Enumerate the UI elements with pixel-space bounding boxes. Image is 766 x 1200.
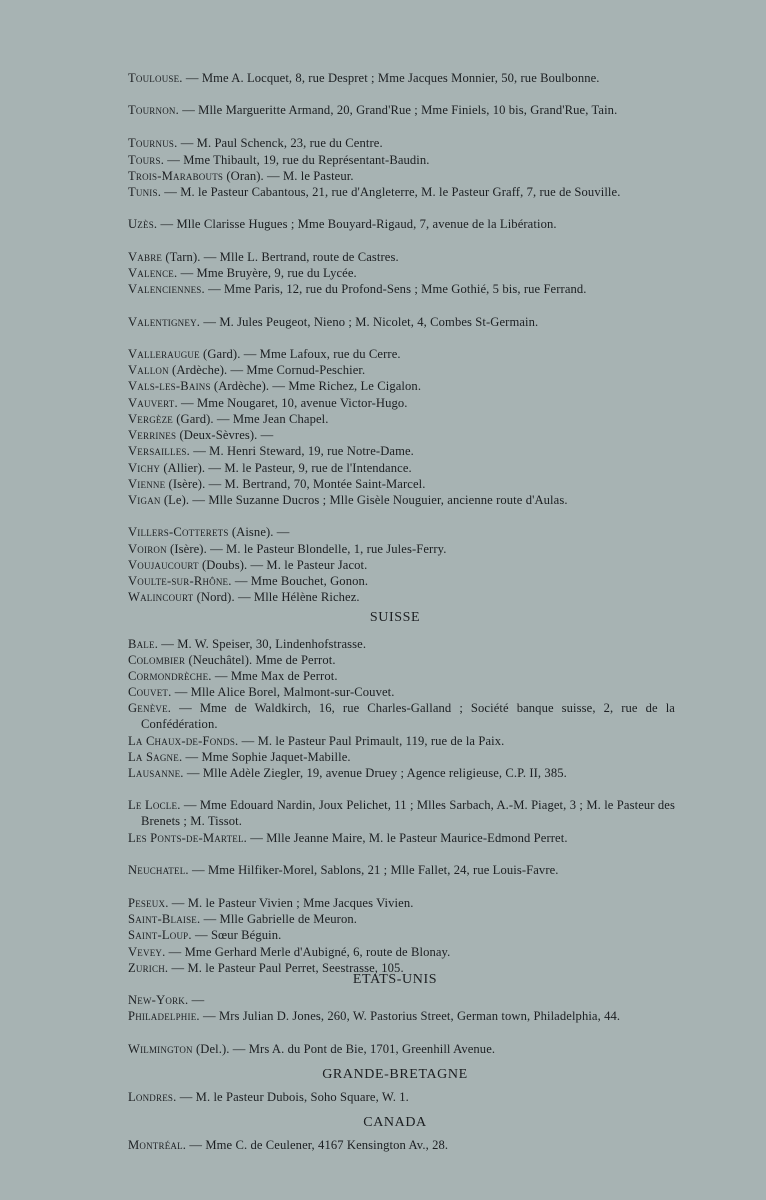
entry-details: — M. Henri Steward, 19, rue Notre-Dame. xyxy=(189,444,414,458)
entry-place: Couvet. xyxy=(128,685,172,699)
entry-details: — Mme C. de Ceulener, 4167 Kensington Av., 28. xyxy=(186,1138,449,1152)
entry-place: La Sagne. xyxy=(128,750,183,764)
entry-details: (Ardèche). — Mme Cornud-Peschier. xyxy=(168,363,366,377)
entry-details: (Oran). — M. le Pasteur. xyxy=(223,169,354,183)
entry-place: Voiron xyxy=(128,542,167,556)
entry-details: — Mlle Jeanne Maire, M. le Pasteur Maurice-Edmond Perret. xyxy=(247,831,568,845)
entry-details: — Mme A. Locquet, 8, rue Despret ; Mme Jacques Monnier, 50, rue Boulbonne. xyxy=(182,71,600,85)
entry-place: Uzès. xyxy=(128,217,158,231)
directory-entry xyxy=(128,1008,675,1024)
entry-details: — Mrs Julian D. Jones, 260, W. Pastorius Street, German town, Philadelphia, 44. xyxy=(199,1009,621,1023)
entry-place: Valentigney. xyxy=(128,315,201,329)
entry-details: (Ardèche). — Mme Richez, Le Cigalon. xyxy=(210,379,422,393)
entry-place: Trois-Marabouts xyxy=(128,169,224,183)
entry-place: Voulte-sur-Rhône. xyxy=(128,574,232,588)
entry-place: Saint-Loup. xyxy=(128,928,192,942)
entry-place: Vabre xyxy=(128,250,163,264)
directory-entry xyxy=(128,281,675,297)
directory-entry xyxy=(128,70,675,86)
entry-place: Voujaucourt xyxy=(128,558,199,572)
entry-details: — Mlle Adèle Ziegler, 19, avenue Druey ; Agence religieuse, C.P. II, 385. xyxy=(183,766,567,780)
entry-place: Villers-Cotterets xyxy=(128,525,229,539)
entry-details: — Sœur Béguin. xyxy=(191,928,282,942)
entry-place: Zurich. xyxy=(128,961,169,975)
entry-place: Vergèze xyxy=(128,412,173,426)
entry-place: Lausanne. xyxy=(128,766,184,780)
directory-entry xyxy=(128,460,675,476)
section-heading: SUISSE xyxy=(369,610,421,625)
directory-entry xyxy=(128,733,675,749)
directory-entry xyxy=(128,362,675,378)
entry-details: — M. W. Speiser, 30, Lindenhofstrasse. xyxy=(158,637,367,651)
section-heading: ETATS-UNIS xyxy=(352,972,438,987)
entry-place: La Chaux-de-Fonds. xyxy=(128,734,239,748)
directory-entry xyxy=(128,749,675,765)
entry-details: (Aisne). — xyxy=(228,525,290,539)
entry-place: Colombier xyxy=(128,653,186,667)
entry-place: Vals-les-Bains xyxy=(128,379,211,393)
entry-place: Valence. xyxy=(128,266,178,280)
directory-entry xyxy=(128,589,675,605)
entry-place: Verrines xyxy=(128,428,177,442)
entry-details: — Mme Sophie Jaquet-Mabille. xyxy=(182,750,351,764)
directory-entry xyxy=(128,636,675,652)
directory-entry xyxy=(128,249,675,265)
entry-details: — Mme Gerhard Merle d'Aubigné, 6, route de Blonay. xyxy=(165,945,451,959)
entry-place: Londres. xyxy=(128,1090,177,1104)
entry-place: Vichy xyxy=(128,461,161,475)
directory-entry xyxy=(128,411,675,427)
entry-details: — Mme Bruyère, 9, rue du Lycée. xyxy=(177,266,357,280)
directory-entry xyxy=(128,862,675,878)
directory-entry xyxy=(128,395,675,411)
entry-place: New-York. xyxy=(128,993,189,1007)
entry-details: — M. le Pasteur Dubois, Soho Square, W. 1. xyxy=(176,1090,409,1104)
entry-place: Neuchatel. xyxy=(128,863,189,877)
entry-details: — Mlle Alice Borel, Malmont-sur-Couvet. xyxy=(171,685,395,699)
directory-entry xyxy=(128,346,675,362)
directory-entry xyxy=(128,797,675,830)
directory-entry xyxy=(128,700,675,733)
entry-details: (Isère). — M. le Pasteur Blondelle, 1, rue Jules-Ferry. xyxy=(166,542,447,556)
directory-entry xyxy=(128,1137,675,1153)
directory-entry xyxy=(128,216,675,232)
directory-entry xyxy=(128,443,675,459)
entry-details: (Neuchâtel). Mme de Perrot. xyxy=(185,653,336,667)
directory-entry xyxy=(128,184,675,200)
entry-details: — Mme Thibault, 19, rue du Représentant-Baudin. xyxy=(164,153,430,167)
entry-details: — Mlle Clarisse Hugues ; Mme Bouyard-Rigaud, 7, avenue de la Libération. xyxy=(157,217,557,231)
entry-place: Vevey. xyxy=(128,945,166,959)
entry-details: (Gard). — Mme Lafoux, rue du Cerre. xyxy=(199,347,401,361)
directory-entry xyxy=(128,668,675,684)
entry-place: Genève. xyxy=(128,701,172,715)
entry-details: — Mme Edouard Nardin, Joux Pelichet, 11 ; Mlles Sarbach, A.-M. Piaget, 3 ; M. le Pasteur des Brenets ; M. Tissot. xyxy=(141,798,675,829)
entry-details: — M. le Pasteur Vivien ; Mme Jacques Vivien. xyxy=(168,896,414,910)
directory-entry xyxy=(128,476,675,492)
directory-entry xyxy=(128,684,675,700)
directory-entry xyxy=(128,573,675,589)
directory-entry xyxy=(128,911,675,927)
entry-place: Philadelphie. xyxy=(128,1009,200,1023)
entry-place: Tournus. xyxy=(128,136,178,150)
directory-entry xyxy=(128,652,675,668)
entry-details: (Deux-Sèvres). — xyxy=(176,428,274,442)
entry-place: Wilmington xyxy=(128,1042,193,1056)
entry-details: (Del.). — Mrs A. du Pont de Bie, 1701, Greenhill Avenue. xyxy=(192,1042,496,1056)
entry-place: Valleraugue xyxy=(128,347,200,361)
directory-entry xyxy=(128,168,675,184)
directory-entry xyxy=(128,830,675,846)
entry-details: (Le). — Mlle Suzanne Ducros ; Mlle Gisèle Nouguier, ancienne route d'Aulas. xyxy=(160,493,568,507)
entry-details: — Mme Paris, 12, rue du Profond-Sens ; Mme Gothié, 5 bis, rue Ferrand. xyxy=(204,282,587,296)
entry-details: — Mlle Gabrielle de Meuron. xyxy=(200,912,358,926)
entry-details: — M. Paul Schenck, 23, rue du Centre. xyxy=(177,136,383,150)
entry-details: (Doubs). — M. le Pasteur Jacot. xyxy=(198,558,368,572)
entry-place: Vallon xyxy=(128,363,169,377)
entry-place: Cormondrèche. xyxy=(128,669,212,683)
directory-entry xyxy=(128,765,675,781)
directory-entry xyxy=(128,314,675,330)
entry-details: — M. le Pasteur Paul Perret, Seestrasse, 105. xyxy=(168,961,404,975)
entry-details: — xyxy=(188,993,205,1007)
entry-place: Walincourt xyxy=(128,590,194,604)
directory-entry xyxy=(128,427,675,443)
directory-entry xyxy=(128,378,675,394)
entry-details: — M. le Pasteur Paul Primault, 119, rue de la Paix. xyxy=(238,734,505,748)
entry-place: Vauvert. xyxy=(128,396,178,410)
entry-details: — Mme Hilfiker-Morel, Sablons, 21 ; Mlle Fallet, 24, rue Louis-Favre. xyxy=(188,863,559,877)
entry-details: — M. Jules Peugeot, Nieno ; M. Nicolet, 4, Combes St-Germain. xyxy=(200,315,539,329)
directory-entry xyxy=(128,1041,675,1057)
entry-details: — Mme Nougaret, 10, avenue Victor-Hugo. xyxy=(177,396,408,410)
entry-place: Tournon. xyxy=(128,103,179,117)
entry-details: (Tarn). — Mlle L. Bertrand, route de Castres. xyxy=(162,250,399,264)
directory-entry xyxy=(128,992,675,1008)
directory-entry xyxy=(128,102,675,118)
directory-entry xyxy=(128,927,675,943)
directory-entry xyxy=(128,895,675,911)
entry-details: (Allier). — M. le Pasteur, 9, rue de l'Intendance. xyxy=(160,461,412,475)
directory-entry xyxy=(128,492,675,508)
entry-place: Tours. xyxy=(128,153,165,167)
entry-place: Peseux. xyxy=(128,896,169,910)
directory-entry xyxy=(128,524,675,540)
entry-details: — Mme Max de Perrot. xyxy=(211,669,338,683)
directory-entry xyxy=(128,944,675,960)
entry-details: — Mme de Waldkirch, 16, rue Charles-Galland ; Société banque suisse, 2, rue de la Confédération. xyxy=(141,701,675,732)
section-heading: GRANDE-BRETAGNE xyxy=(322,1067,468,1082)
entry-details: (Nord). — Mlle Hélène Richez. xyxy=(193,590,360,604)
entry-place: Bale. xyxy=(128,637,159,651)
entry-details: (Isère). — M. Bertrand, 70, Montée Saint-Marcel. xyxy=(165,477,426,491)
entry-details: (Gard). — Mme Jean Chapel. xyxy=(173,412,329,426)
entry-place: Vigan xyxy=(128,493,161,507)
entry-details: — Mme Bouchet, Gonon. xyxy=(231,574,369,588)
entry-place: Toulouse. xyxy=(128,71,183,85)
entry-place: Les Ponts-de-Martel. xyxy=(128,831,248,845)
entry-place: Montréal. xyxy=(128,1138,187,1152)
directory-entry xyxy=(128,541,675,557)
entry-details: — Mlle Margueritte Armand, 20, Grand'Rue ; Mme Finiels, 10 bis, Grand'Rue, Tain. xyxy=(178,103,618,117)
directory-entry xyxy=(128,152,675,168)
entry-place: Vienne xyxy=(128,477,166,491)
section-heading: CANADA xyxy=(363,1115,427,1130)
entry-place: Tunis. xyxy=(128,185,162,199)
directory-entry xyxy=(128,135,675,151)
entry-place: Valenciennes. xyxy=(128,282,205,296)
entry-place: Le Locle. xyxy=(128,798,181,812)
directory-entry xyxy=(128,265,675,281)
directory-entry xyxy=(128,1089,675,1105)
entry-place: Versailles. xyxy=(128,444,190,458)
entry-details: — M. le Pasteur Cabantous, 21, rue d'Angleterre, M. le Pasteur Graff, 7, rue de Souville. xyxy=(161,185,621,199)
entry-place: Saint-Blaise. xyxy=(128,912,201,926)
directory-entry xyxy=(128,557,675,573)
